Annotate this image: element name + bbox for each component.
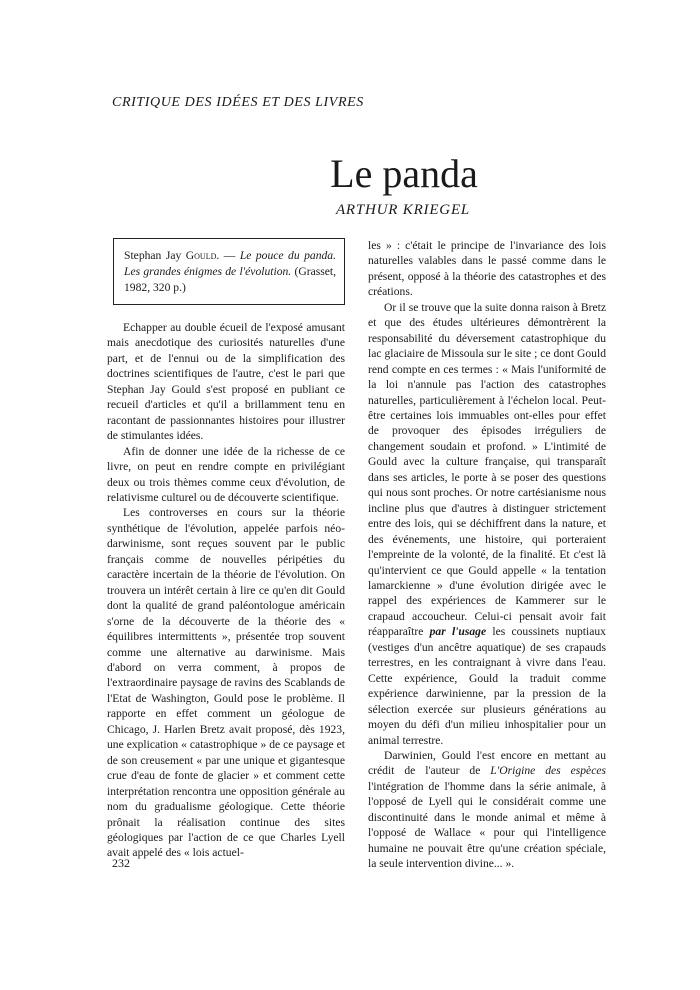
right-paragraph-3 bbox=[368, 748, 606, 872]
right-paragraph-2-start: Or il se trouve que la suite donna raison à Bretz et que des études ultérieures démontrèrent la responsabilité du déversement catastrophique du lac glaciaire de Missoula sur le site ; ce dont Gould rend compte en ces termes : « Mais l'uniformité de la loi n'annule pas l'action des catastrophes naturelles, particulièrement à l'échelon local. Peut-être certaines lois immuables ont-elles pour effet de provoquer des épisodes irréguliers de changement soudain et profond. » L'intimité de Gould avec la culture française, qui transparaît dans ses articles, le porte à se poser des questions qui nous sont proches. Or notre cartésianisme nous incline plus que d'autres à distinguer strictement entre des lois, qui se déchiffrent dans la nature, et des événements, une histoire, qui porteraient l'empreinte de la volonté, de la finalité. Et c'est là qu'intervient ce que Gould appelle « la tentation lamarckienne » d'une évolution dirigée avec le rappel des expériences de Kammerer sur le crapaud accoucheur. Celui-ci pensait avoir fait réapparaître bbox=[368, 300, 606, 639]
right-column bbox=[368, 238, 606, 872]
section-header: CRITIQUE DES IDÉES ET DES LIVRES bbox=[112, 95, 364, 110]
reference-author-first: Stephan Jay bbox=[124, 249, 182, 262]
reference-publisher: (Grasset, 1982, 320 p.) bbox=[124, 265, 336, 294]
article-title: Le panda bbox=[330, 151, 478, 196]
left-column bbox=[107, 320, 345, 861]
emphasis-par-l-usage: par l'usage bbox=[429, 625, 487, 639]
book-title-origine-des-especes: L'Origine des espèces bbox=[490, 764, 606, 778]
book-reference-box bbox=[113, 238, 345, 305]
right-paragraph-2-end: les coussinets nuptiaux (vestiges d'un ancêtre aquatique) de ses crapauds terrestres, en les contraignant à vivre dans l'eau. Cette expérience, Gould la traduit comme expérience darwinienne, par la pression de la sélection exercée sur plusieurs générations au moyen du défi d'un milieu inhospitalier pour un animal terrestre. bbox=[368, 625, 606, 747]
left-paragraph-3: Les controverses en cours sur la théorie synthétique de l'évolution, appelée parfois néo-darwinisme, sont reçues souvent par le public français comme de nouvelles péripéties du caractère incertain de la théorie de l'évolution. On trouvera un intérêt certain à lire ce qu'en dit Gould dont la qualité de grand paléontologue américain s'orne de la découverte de la théorie des « équilibres intermittents », présentée trop souvent comme une alternative au darwinisme. Mais d'abord on verra comment, à propos de l'extraordinaire paysage de ravins des Scablands de l'Etat de Washington, Gould pose le problème. Il rapporte en effet comment un géologue de Chicago, J. Harlen Bretz avait proposé, dès 1923, une explication « catastrophique » de ce paysage et de son creusement « par une unique et gigantesque crue d'eau de fonte de glacier » et comment cette interprétation rencontra une opposition générale au nom du gradualisme géologique. Cette théorie prônait la réalisation continue des sites géologiques par l'action de ce que Charles Lyell avait appelé des « lois actuel- bbox=[107, 506, 345, 860]
page-number: 232 bbox=[112, 856, 130, 870]
right-paragraph-2 bbox=[368, 300, 606, 748]
article-author: ARTHUR KRIEGEL bbox=[335, 202, 471, 218]
reference-author-last: Gould bbox=[185, 249, 217, 262]
right-paragraph-3-start: Darwinien, Gould l'est encore en mettant au crédit de l'auteur de bbox=[368, 748, 606, 778]
right-paragraph-1: les » : c'était le principe de l'invariance des lois naturelles valables dans le passé comme dans le présent, opposé à la théorie des catastrophes et des créations. bbox=[368, 239, 606, 299]
right-paragraph-3-end: l'intégration de l'homme dans la série animale, à l'opposé de Lyell qui le considérait comme une discontinuité dans le monde animal et même à l'opposé de Wallace « pour qui l'intelligence humaine ne pouvait être qu'une création spéciale, la seule intervention divine... ». bbox=[368, 779, 606, 871]
reference-book-title: Le pouce du panda. Les grandes énigmes de l'évolution. bbox=[124, 249, 336, 278]
left-paragraph-2: Afin de donner une idée de la richesse de ce livre, on peut en rendre compte en privilégiant deux ou trois thèmes comme ceux d'évolution, de relativisme culturel ou de découverte scientifique. bbox=[107, 444, 345, 504]
left-paragraph-1: Echapper au double écueil de l'exposé amusant mais anecdotique des curiosités naturelles d'une part, et de l'ennui ou de la simplification des doctrines scientifiques de l'autre, c'est le pari que Stephan Jay Gould s'est proposé en publiant ce recueil d'articles et qu'il a brillamment tenu en racontant de passionnantes histoires pour illustrer de stimulantes idées. bbox=[107, 321, 345, 443]
reference-dash: . — bbox=[216, 249, 236, 262]
